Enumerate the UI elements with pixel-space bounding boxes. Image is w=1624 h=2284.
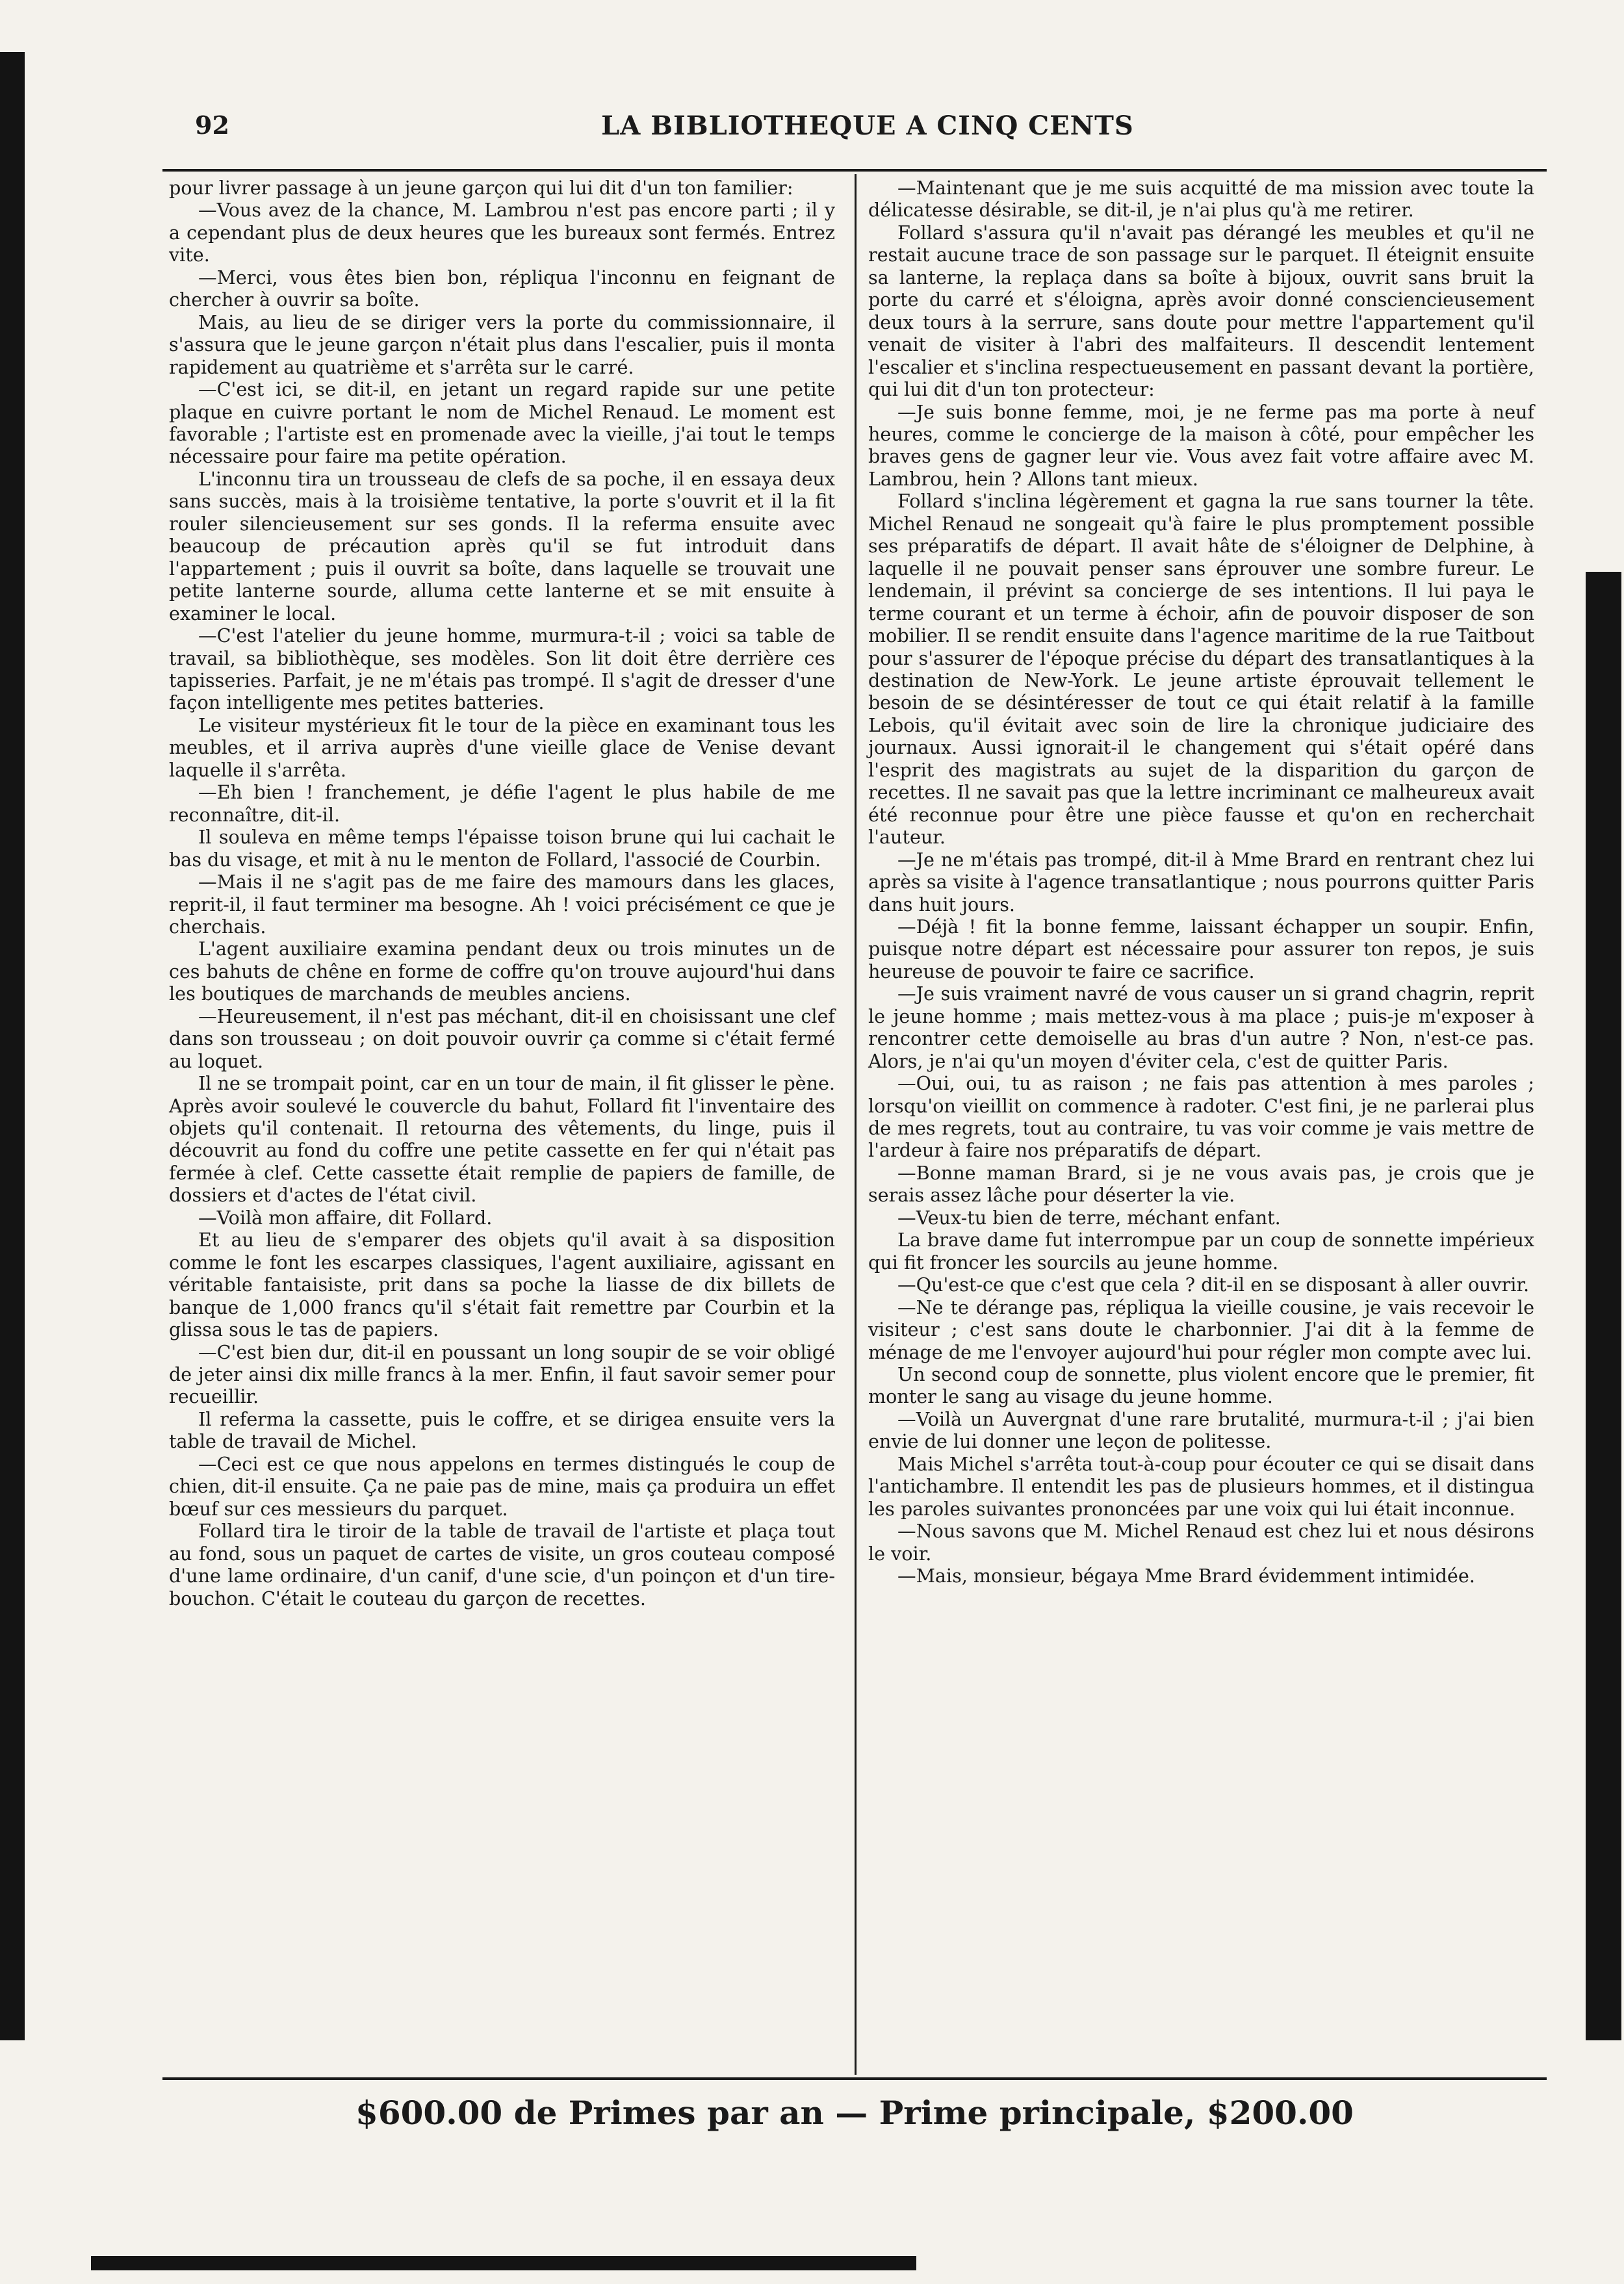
- scan-edge-bottom: [91, 2256, 916, 2270]
- column-divider: [855, 174, 857, 2075]
- page-header: [195, 110, 1540, 149]
- paragraph: —Ne te dérange pas, répliqua la vieille cousine, je vais recevoir le visiteur ; c'est sans doute le charbonnier. J'ai dit à la femme de ménage de me l'envoyer aujourd'hui pour régler mon compte avec lui.: [868, 1296, 1534, 1363]
- paragraph: —Veux-tu bien de terre, méchant enfant.: [897, 1206, 1281, 1229]
- paragraph: Follard s'inclina légèrement et gagna la rue sans tourner la tête. Michel Renaud ne songeait qu'à faire le plus promptement possible ses préparatifs de départ. Il avait hâte de s'éloigner de Delphine, à laquelle il ne pouvait penser sans éprouver une sombre fureur. Le lendemain, il prévint sa concierge de ses intentions. Il lui paya le terme courant et un terme à échoir, afin de pouvoir disposer de son mobilier. Il se rendit ensuite dans l'agence maritime de la rue Taitbout pour s'assurer de l'époque précise du départ des transatlantiques à la destination de New-York. Le jeune artiste éprouvait tellement le besoin de se désintéresser de tout ce qui était relatif à la famille Lebois, qu'il évitait avec soin de lire la chronique judiciaire des journaux. Aussi ignorait-il le changement qui s'était opéré dans l'esprit des magistrats au sujet de la disparition du garçon de recettes. Il ne savait pas que la lettre incriminant ce malheureux avait été reconnue pour être une pièce fausse et qu'on en recherchait l'auteur.: [868, 490, 1534, 849]
- paragraph: Il ne se trompait point, car en un tour de main, il fit glisser le pène. Après avoir soulevé le couvercle du bahut, Follard fit l'inventaire des objets qu'il contenait. Il retourna des vêtements, du linge, puis il découvrit au fond du coffre une petite cassette en fer qui n'était pas fermée à clef. Cette cassette était remplie de papiers de famille, de dossiers et d'actes de l'état civil.: [169, 1072, 835, 1207]
- paragraph: —Voilà mon affaire, dit Follard.: [198, 1206, 493, 1229]
- page-number: 92: [195, 110, 229, 140]
- paragraph: Mais Michel s'arrêta tout-à-coup pour écouter ce qui se disait dans l'antichambre. Il entendit les pas de plusieurs hommes, et il distingua les paroles suivantes prononcées par une voix qui lui était inconnue.: [868, 1452, 1534, 1520]
- paragraph: Et au lieu de s'emparer des objets qu'il avait à sa disposition comme le font les escarpes classiques, l'agent auxiliaire, agissant en véritable fantaisiste, prit dans sa poche la liasse de dix billets de banque de 1,000 francs qu'il s'était fait remettre par Courbin et la glissa sous le tas de papiers.: [169, 1229, 835, 1341]
- paragraph: —C'est ici, se dit-il, en jetant un regard rapide sur une petite plaque en cuivre portant le nom de Michel Renaud. Le moment est favorable ; l'artiste est en promenade avec la vieille, j'ai tout le temps nécessaire pour faire ma petite opération.: [169, 378, 835, 468]
- paragraph: La brave dame fut interrompue par un coup de sonnette impérieux qui fit froncer les sourcils au jeune homme.: [868, 1229, 1534, 1274]
- paragraph: —Je suis vraiment navré de vous causer un si grand chagrin, reprit le jeune homme ; mais mettez-vous à ma place ; puis-je m'exposer à rencontrer cette demoiselle au bras d'un autre ? Non, n'est-ce pas. Alors, je n'ai qu'un moyen d'éviter cela, c'est de quitter Paris.: [868, 982, 1534, 1072]
- paragraph: —C'est l'atelier du jeune homme, murmura-t-il ; voici sa table de travail, sa bibliothèque, ses modèles. Son lit doit être derrière ces tapisseries. Parfait, je ne m'étais pas trompé. Il s'agit de dresser d'une façon intelligente mes petites batteries.: [169, 624, 835, 714]
- paragraph: —Mais, monsieur, bégaya Mme Brard évidemment intimidée.: [897, 1565, 1475, 1587]
- paragraph: pour livrer passage à un jeune garçon qui lui dit d'un ton familier:: [169, 177, 793, 199]
- right-column: [868, 177, 1534, 1587]
- running-title: LA BIBLIOTHEQUE A CINQ CENTS: [601, 110, 1134, 141]
- paragraph: —Je suis bonne femme, moi, je ne ferme pas ma porte à neuf heures, comme le concierge de la maison à côté, pour empêcher les braves gens de gagner leur vie. Vous avez fait votre affaire avec M. Lambrou, hein ? Allons tant mieux.: [868, 400, 1534, 490]
- scan-edge-right: [1586, 572, 1621, 2040]
- paragraph: —Maintenant que je me suis acquitté de ma mission avec toute la délicatesse désirable, se dit-il, je n'ai plus qu'à me retirer.: [868, 177, 1534, 222]
- scan-edge-left: [0, 52, 25, 2040]
- paragraph: —Déjà ! fit la bonne femme, laissant échapper un soupir. Enfin, puisque notre départ est nécessaire pour assurer ton repos, je suis heureuse de pouvoir te faire ce sacrifice.: [868, 915, 1534, 982]
- paragraph: —Voilà un Auvergnat d'une rare brutalité, murmura-t-il ; j'ai bien envie de lui donner une leçon de politesse.: [868, 1407, 1534, 1453]
- paragraph: Le visiteur mystérieux fit le tour de la pièce en examinant tous les meubles, et il arriva auprès d'une vieille glace de Venise devant laquelle il s'arrêta.: [169, 713, 835, 781]
- paragraph: —Heureusement, il n'est pas méchant, dit-il en choisissant une clef dans son trousseau ; on doit pouvoir ouvrir ça comme si c'était fermé au loquet.: [169, 1005, 835, 1072]
- paragraph: —Eh bien ! franchement, je défie l'agent le plus habile de me reconnaître, dit-il.: [169, 781, 835, 826]
- paragraph: L'agent auxiliaire examina pendant deux ou trois minutes un de ces bahuts de chêne en forme de coffre qu'on trouve aujourd'hui dans les boutiques de marchands de meubles anciens.: [169, 938, 835, 1005]
- paragraph: Mais, au lieu de se diriger vers la porte du commissionnaire, il s'assura que le jeune garçon n'était plus dans l'escalier, puis il monta rapidement au quatrième et s'arrêta sur le carré.: [169, 311, 835, 378]
- header-rule: [162, 169, 1547, 172]
- paragraph: Il referma la cassette, puis le coffre, et se dirigea ensuite vers la table de travail de Michel.: [169, 1407, 835, 1453]
- paragraph: L'inconnu tira un trousseau de clefs de sa poche, il en essaya deux sans succès, mais à la troisième tentative, la porte s'ouvrit et il la fit rouler silencieusement sur ses gonds. Il la referma ensuite avec beaucoup de précaution après qu'il se fut introduit dans l'appartement ; puis il ouvrit sa boîte, dans laquelle se trouvait une petite lanterne sourde, alluma cette lanterne et se mit ensuite à examiner le local.: [169, 467, 835, 624]
- paragraph: —Vous avez de la chance, M. Lambrou n'est pas encore parti ; il y a cependant plus de deux heures que les bureaux sont fermés. Entrez vite.: [169, 199, 835, 266]
- paragraph: —Oui, oui, tu as raison ; ne fais pas attention à mes paroles ; lorsqu'on vieillit on commence à radoter. C'est fini, je ne parlerai plus de mes regrets, tout au contraire, tu vas voir comme je vais mettre de l'ardeur à faire nos préparatifs de départ.: [868, 1072, 1534, 1162]
- paragraph: —Nous savons que M. Michel Renaud est chez lui et nous désirons le voir.: [868, 1520, 1534, 1565]
- paragraph: —Qu'est-ce que c'est que cela ? dit-il en se disposant à aller ouvrir.: [897, 1274, 1530, 1296]
- paragraph: Follard s'assura qu'il n'avait pas dérangé les meubles et qu'il ne restait aucune trace de son passage sur le parquet. Il éteignit ensuite sa lanterne, la replaça dans sa boîte à bijoux, ouvrit sans bruit la porte du carré et s'éloigna, après avoir donné consciencieusement deux tours à la serrure, sans doute pour mettre l'appartement qu'il venait de visiter à l'abri des malfaiteurs. Il descendit lentement l'escalier et s'inclina respectueusement en passant devant la portière, qui lui dit d'un ton protecteur:: [868, 221, 1534, 401]
- paragraph: Il souleva en même temps l'épaisse toison brune qui lui cachait le bas du visage, et mit à nu le menton de Follard, l'associé de Courbin.: [169, 826, 835, 871]
- footer-advertisement: $600.00 de Primes par an — Prime principale, $200.00: [355, 2094, 1354, 2132]
- footer-rule: [162, 2077, 1547, 2080]
- paragraph: —Mais il ne s'agit pas de me faire des mamours dans les glaces, reprit-il, il faut terminer ma besogne. Ah ! voici précisément ce que je cherchais.: [169, 871, 835, 938]
- paragraph: Un second coup de sonnette, plus violent encore que le premier, fit monter le sang au visage du jeune homme.: [868, 1363, 1534, 1408]
- paragraph: —Ceci est ce que nous appelons en termes distingués le coup de chien, dit-il ensuite. Ça ne paie pas de mine, mais ça produira un effet bœuf sur ces messieurs du parquet.: [169, 1452, 835, 1520]
- left-column: [169, 177, 835, 1610]
- paragraph: Follard tira le tiroir de la table de travail de l'artiste et plaça tout au fond, sous un paquet de cartes de visite, un gros couteau composé d'une lame ordinaire, d'un canif, d'une scie, d'un poinçon et d'un tire-bouchon. C'était le couteau du garçon de recettes.: [169, 1520, 835, 1610]
- paragraph: —C'est bien dur, dit-il en poussant un long soupir de se voir obligé de jeter ainsi dix mille francs à la mer. Enfin, il faut savoir semer pour recueillir.: [169, 1341, 835, 1408]
- paragraph: —Je ne m'étais pas trompé, dit-il à Mme Brard en rentrant chez lui après sa visite à l'agence transatlantique ; nous pourrons quitter Paris dans huit jours.: [868, 848, 1534, 916]
- paragraph: —Merci, vous êtes bien bon, répliqua l'inconnu en feignant de chercher à ouvrir sa boîte.: [169, 266, 835, 311]
- paragraph: —Bonne maman Brard, si je ne vous avais pas, je crois que je serais assez lâche pour déserter la vie.: [868, 1161, 1534, 1207]
